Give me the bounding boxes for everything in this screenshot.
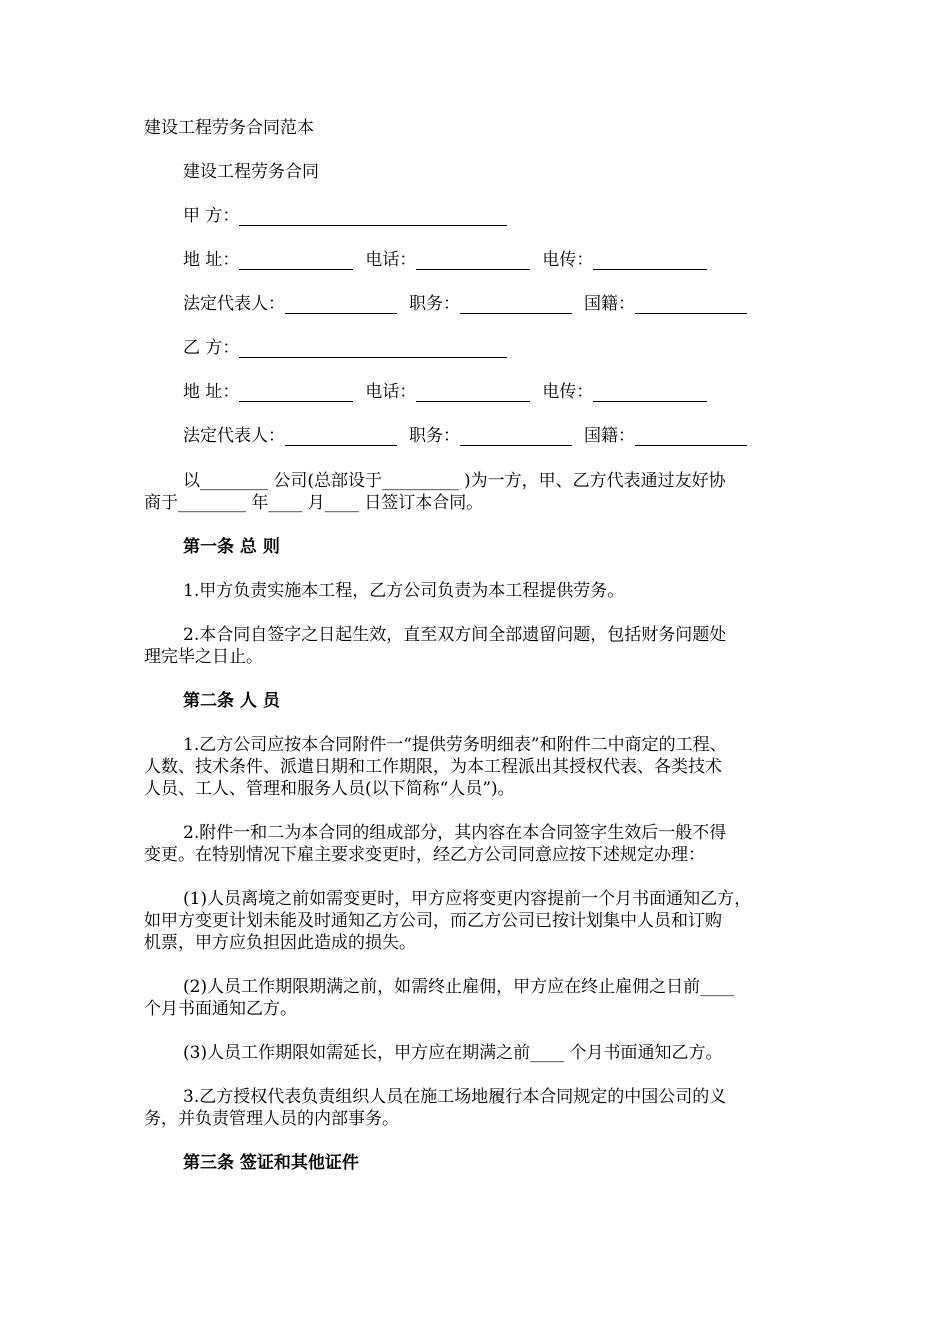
party-b-rep-blank xyxy=(285,428,397,446)
party-a-fax-label: 电传： xyxy=(542,250,594,270)
party-a-phone-label: 电话： xyxy=(365,250,417,270)
party-a-phone-blank xyxy=(416,252,530,270)
party-a-nationality-label: 国籍： xyxy=(584,294,635,314)
article-2-para-1-line-1: 1.乙方公司应按本合同附件一“提供劳务明细表”和附件二中商定的工程、 xyxy=(183,735,727,755)
article-2-para-6-line-2: 务，并负责管理人员的内部事务。 xyxy=(144,1109,399,1129)
party-b-position-blank xyxy=(460,428,572,446)
article-2-para-4-line-2: 个月书面通知乙方。 xyxy=(144,999,297,1019)
party-b-fax-label: 电传： xyxy=(542,382,594,402)
party-b-rep-label: 法定代表人： xyxy=(183,426,285,446)
article-2-para-2-line-2: 变更。在特别情况下雇主要求变更时，经乙方公司同意应按下述规定办理： xyxy=(144,845,705,865)
intro-line-2: 商于________ 年____ 月____ 日签订本合同。 xyxy=(144,493,484,513)
party-a-rep-blank xyxy=(285,296,397,314)
party-b-label: 乙 方： xyxy=(183,338,240,358)
article-2-para-2-line-1: 2.附件一和二为本合同的组成部分，其内容在本合同签字生效后一般不得 xyxy=(183,823,727,843)
party-b-position-label: 职务： xyxy=(409,426,460,446)
party-b-row xyxy=(183,338,513,358)
article-2-para-5-line-1: (3)人员工作期限如需延长，甲方应在期满之前____ 个月书面通知乙方。 xyxy=(183,1043,723,1063)
party-a-address-label: 地 址： xyxy=(183,250,240,270)
party-a-position-label: 职务： xyxy=(409,294,460,314)
intro-line-1: 以________ 公司(总部设于_________ )为一方，甲、乙方代表通过友好协 xyxy=(183,471,726,491)
party-b-phone-blank xyxy=(416,384,530,402)
party-b-fax-blank xyxy=(593,384,707,402)
party-b-nationality-label: 国籍： xyxy=(584,426,635,446)
party-a-fax-blank xyxy=(593,252,707,270)
contract-title: 建设工程劳务合同 xyxy=(183,162,319,182)
article-2-para-3-line-2: 如甲方变更计划未能及时通知乙方公司，而乙方公司已按计划集中人员和订购 xyxy=(144,911,722,931)
article-1-para-2-line-1: 2.本合同自签字之日起生效，直至双方间全部遗留问题，包括财务问题处 xyxy=(183,625,727,645)
article-1-para-1-line-1: 1.甲方负责实施本工程，乙方公司负责为本工程提供劳务。 xyxy=(183,581,625,601)
document-title: 建设工程劳务合同范本 xyxy=(144,118,314,138)
article-1-para-2-line-2: 理完毕之日止。 xyxy=(144,647,263,667)
party-a-position-blank xyxy=(460,296,572,314)
article-1-heading: 第一条 总 则 xyxy=(183,537,280,557)
party-b-rep-row xyxy=(183,426,753,446)
article-2-para-3-line-1: (1)人员离境之前如需变更时，甲方应将变更内容提前一个月书面通知乙方， xyxy=(183,889,752,909)
party-a-contact-row xyxy=(183,250,713,270)
article-2-para-3-line-3: 机票，甲方应负担因此造成的损失。 xyxy=(144,933,416,953)
article-3-heading: 第三条 签证和其他证件 xyxy=(183,1153,359,1173)
party-b-contact-row xyxy=(183,382,713,402)
party-b-address-blank xyxy=(239,384,353,402)
party-b-phone-label: 电话： xyxy=(365,382,417,402)
party-a-rep-row xyxy=(183,294,753,314)
party-a-blank xyxy=(239,208,507,226)
party-b-nationality-blank xyxy=(635,428,747,446)
party-a-row xyxy=(183,206,513,226)
article-2-para-6-line-1: 3.乙方授权代表负责组织人员在施工场地履行本合同规定的中国公司的义 xyxy=(183,1087,727,1107)
party-b-address-label: 地 址： xyxy=(183,382,240,402)
article-2-para-4-line-1: (2)人员工作期限期满之前，如需终止雇佣，甲方应在终止雇佣之日前____ xyxy=(183,977,735,997)
article-2-para-1-line-2: 人数、技术条件、派遣日期和工作期限，为本工程派出其授权代表、各类技术 xyxy=(144,757,722,777)
party-a-label: 甲 方： xyxy=(183,206,240,226)
party-a-nationality-blank xyxy=(635,296,747,314)
party-a-address-blank xyxy=(239,252,353,270)
party-b-blank xyxy=(239,340,507,358)
article-2-heading: 第二条 人 员 xyxy=(183,691,280,711)
article-2-para-1-line-3: 人员、工人、管理和服务人员(以下简称“人员”)。 xyxy=(144,779,515,799)
party-a-rep-label: 法定代表人： xyxy=(183,294,285,314)
